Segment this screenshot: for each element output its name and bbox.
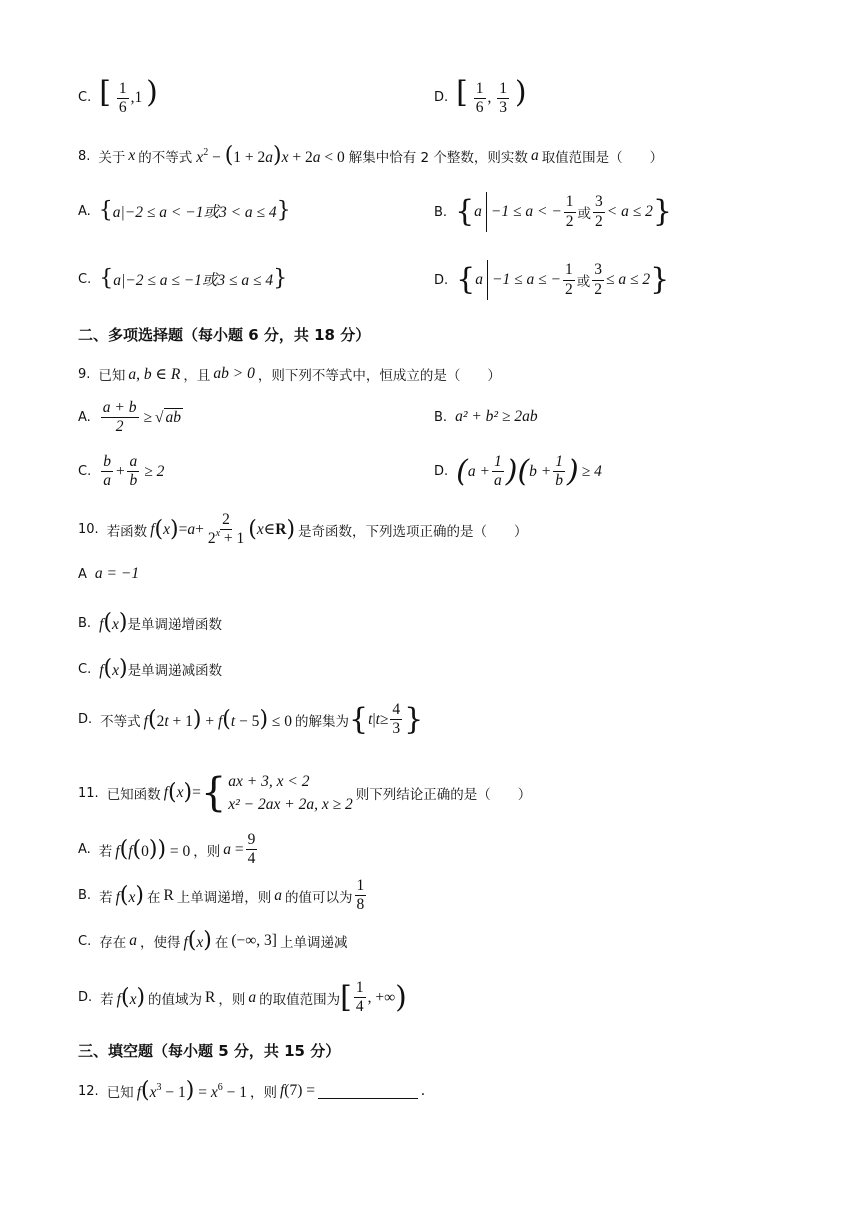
q7-option-d [434,75,527,116]
q9-option-c [78,454,164,490]
q8-option-c [78,268,287,290]
option-math: $\frac{1}{8}$ [356,877,365,914]
option-math: f(x) [99,656,128,681]
option-math: a [248,988,257,1006]
option-text: 存在 [99,935,127,951]
section-title: 三、填空题（每小题 5 分，共 15 分） [78,1042,341,1060]
option-text: ，则 [193,843,221,860]
option-label: B. [78,888,92,904]
q9-option-b [434,408,538,426]
q9-stem [78,364,501,384]
q8-stem [78,145,663,167]
q10-stem [78,512,528,548]
option-math: a = −1 [94,565,140,582]
option-text: 在 [146,889,161,906]
q10-option-a [78,565,139,583]
option-label: B. [434,409,448,425]
piecewise-math: f ( x ) = { ax + 3, x < 2 x² − 2ax + 2a, x ≥ 2 [163,770,353,817]
stem-text: 解集中恰有 2 个整数，则实数 [348,150,528,166]
option-math: f(x) [99,610,128,635]
stem-text: ，则 [249,1085,277,1101]
stem-math: x [128,147,136,164]
q10-option-d [78,702,423,738]
section-title: 二、多项选择题（每小题 6 分，共 18 分） [78,326,371,344]
option-text: 若 [99,889,113,906]
option-label: C. [78,464,92,480]
option-math: R [205,988,216,1006]
option-text: 不等式 [100,713,141,730]
option-text: 上单调递减 [279,935,348,951]
question-number: 11. [78,785,99,801]
option-math: $\frac{b}{a}$ + $\frac{a}{b}$ ≥ 2 [103,453,165,490]
q11-option-d [78,980,407,1016]
stem-text: 若函数 [106,523,148,540]
stem-text: 已知 [98,368,126,384]
option-math: a [129,932,137,949]
q9-option-a [78,400,183,436]
option-math: $\frac{a + b}{2}$ ≥ √ ab [102,399,182,436]
option-math: {a|−2 ≤ a < −1或3 < a ≤ 4} [98,198,291,223]
stem-text: . [420,1082,425,1099]
stem-text: 的不等式 [138,150,193,166]
q8-option-b [434,192,672,232]
stem-text: 取值范围是（ ） [541,150,664,166]
function-math: f ( x ) = a + $\frac{2}{2^x + 1}$ ( x ∈ R ) [150,511,296,548]
option-math: f(x) [116,984,146,1010]
option-label: D. [434,89,449,105]
option-math: R [163,886,174,904]
option-label: D. [78,712,93,728]
option-text: 是单调递减函数 [127,663,223,679]
q11-option-b [78,878,368,914]
option-math: (−∞, 3] [231,932,277,949]
q10-option-c [78,658,222,680]
q12-stem [78,1080,425,1102]
question-number: 9. [78,366,91,382]
option-text: ，则 [218,991,246,1008]
option-text: 的值可以为 [285,889,353,906]
option-math: f(x) [115,882,144,908]
option-math: [ $\frac{1}{6}$ , $\frac{1}{3}$ ) [456,75,527,116]
question-number: 12. [78,1083,99,1099]
option-math: { a −1 ≤ a ≤ − $\frac{1}{2}$ 或 $\frac{3}{2}$ ≤ a ≤ 2 } [456,260,669,300]
stem-text: ，且 [183,368,211,384]
question-number: 8. [78,148,91,164]
option-label: C. [78,271,92,287]
option-math: a [274,886,283,904]
option-label: D. [78,990,93,1006]
stem-math: ab > 0 [213,365,255,382]
option-text: 若 [98,843,113,860]
option-label: B. [78,615,92,631]
stem-text: 是奇函数，下列选项正确的是（ ） [298,523,528,540]
option-math: {a|−2 ≤ a ≤ −1或3 ≤ a ≤ 4} [99,266,288,291]
option-label: A. [78,203,91,219]
option-text: ，使得 [139,935,181,951]
stem-math: f(7) = [279,1082,315,1099]
inequality-math: $x^2 - (1 + 2a)x + 2a < 0$ [196,143,345,168]
stem-text: 关于 [98,150,126,166]
q11-stem [78,770,531,817]
option-text: 若 [100,991,114,1008]
option-text: 在 [214,935,229,951]
q8-option-d [434,260,669,300]
option-label: A [78,566,87,582]
q10-option-b [78,612,222,634]
option-text: 的值域为 [148,991,203,1008]
option-math: { a −1 ≤ a < − $\frac{1}{2}$ 或 $\frac{3}{2}$ < a ≤ 2 } [455,192,672,232]
option-label: C. [78,933,92,949]
q11-option-a [78,832,259,868]
option-math: [ $\frac{1}{6}$ ,1 ) [99,75,158,116]
option-math: f(2t + 1) + f(t − 5) ≤ 0 [143,706,293,732]
stem-text: ，则下列不等式中，恒成立的是（ ） [257,368,501,384]
stem-math: a [530,147,539,164]
stem-text: 已知 [106,1085,134,1101]
option-math: a = $\frac{9}{4}$ [223,831,256,868]
q8-option-a [78,200,291,222]
option-text: 的解集为 [295,713,350,730]
option-math: [ $\frac{1}{4}$ , +∞ ) [340,979,407,1016]
option-label: A. [78,842,91,858]
option-math: f(x) [183,928,212,953]
option-math: ( a + $\frac{1}{a}$ ) ( b + $\frac{1}{b}$ ) ≥ 4 [456,453,602,490]
option-label: C. [78,89,92,105]
option-text: 上单调递增，则 [176,889,272,906]
answer-blank[interactable] [318,1084,418,1099]
stem-text: 已知函数 [106,787,161,804]
question-number: 10. [78,522,99,538]
option-math: { t | t ≥ $\frac{4}{3}$ } [349,701,424,738]
stem-math: a, b ∈ R [128,365,181,383]
q11-option-c [78,930,347,952]
option-label: D. [434,272,449,288]
option-text: 是单调递增函数 [127,617,222,633]
option-label: C. [78,661,92,677]
q9-option-d [434,454,602,490]
option-label: D. [434,464,449,480]
option-text: 的取值范围为 [259,991,341,1008]
option-label: A. [78,410,91,426]
option-math: a² + b² ≥ 2ab [455,408,538,425]
option-math: f(f(0)) = 0 [115,836,191,862]
stem-text: 则下列结论正确的是（ ） [355,787,532,804]
stem-math: $f(x^3 - 1) = x^6 - 1$ [136,1078,247,1103]
q7-option-c [78,75,158,116]
option-label: B. [434,204,448,220]
